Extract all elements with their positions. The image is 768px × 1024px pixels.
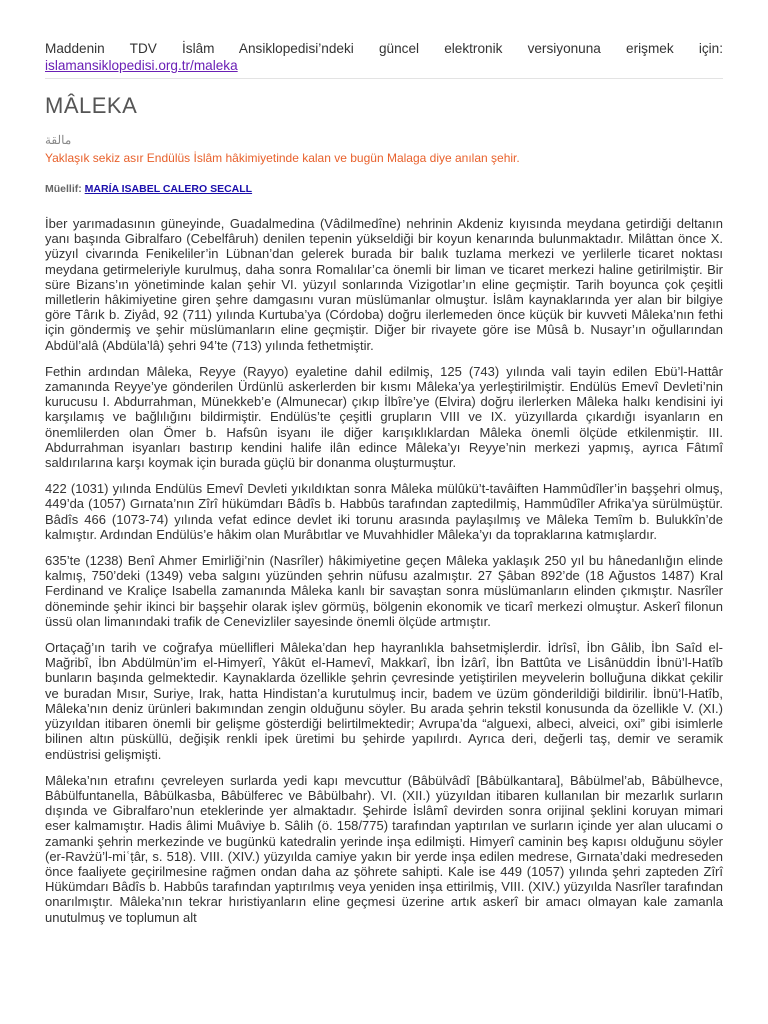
encyclopedia-link[interactable]: islamansiklopedisi.org.tr/maleka [45,58,238,73]
article-paragraph: Fethin ardından Mâleka, Reyye (Rayyo) eyaletine dahil edilmiş, 125 (743) yılında vali tayin edilen Ebü’l-Hattâr zamanında Reyye’ye gönderilen Ürdünlü askerlerden bir kısmı Mâleka’ya yerleştirilmiştir. Endülüs Emevî Devleti’nin kurucusu I. Abdurrahman, Münekkeb’e (Almunecar) çıkıp İlbîre’ye (Elvira) doğru ilerlerken Mâleka halkı kendisini iyi karşılamış ve bağlılığını bildirmiştir. Endülüs’te çeşitli grupların VIII ve IX. yüzyıllarda çıkardığı isyanların en önemlilerden olan Ömer b. Hafsûn isyanı ile diğer karışıklıklardan Mâleka önemli ölçüde etkilenmiştir. III. Abdurrahman isyanları bastırıp kendini halife ilân edince Mâleka’yı Reyye’nin merkezi yapmış, ayrıca Fâtımî saldırılarına karşı koymak için burada güçlü bir donanma oluşturmuştur. [45,363,723,471]
author-label: Müellif: [45,183,82,195]
author-link[interactable]: MARÍA ISABEL CALERO SECALL [84,183,253,195]
article-body [45,216,723,925]
article-paragraph: 635’te (1238) Benî Ahmer Emirliği’nin (Nasrîler) hâkimiyetine geçen Mâleka yaklaşık 250 yıl bu hânedanlığın elinde kalmış, 750’deki (1349) veba salgını yüzünden şehrin nüfusu azalmıştır. 27 Şâban 892’de (18 Ağustos 1487) Kral Ferdinand ve Kraliçe Isabella zamanında Mâleka kanlı bir savaştan sonra müslümanların elinden çıkmıştır. Nasrîler döneminde şehir ikinci bir başşehir olarak işlev görmüş, bölgenin ekonomik ve ticarî merkezi olmuştur. Askerî filonun üssü olan limanındaki trafik de Cenevizliler sayesinde önemli ölçüde artmıştır. [45,553,723,629]
access-notice-text: Maddenin TDV İslâm Ansiklopedisi’ndeki güncel elektronik versiyonuna erişmek için: [45,41,723,56]
arabic-title: مالقة [45,133,72,147]
article-paragraph: Ortaçağ’ın tarih ve coğrafya müellifleri Mâleka’dan hep hayranlıkla bahsetmişlerdir. İdrîsî, İbn Gâlib, İbn Saîd el-Mağribî, İbn Abdülmün’im el-Himyerî, Yâkūt el-Hamevî, Makkarî, İbn İzârî, İbn Battûta ve Lisânüddin İbnü’l-Hatîb bunların başında gelmektedir. Kaynaklarda özellikle şehrin çevresinde yetiştirilen meyvelerin bolluğuna dikkat çekilir ve buradan Mısır, Suriye, Irak, hatta Hindistan’a kurutulmuş incir, badem ve üzüm gönderildiği bildirilir. İbnü’l-Hatîb, Mâleka’nın deniz ürünleri bakımından zengin olduğunu söyler. Bu arada şehrin tekstil konusunda da özellikle V. (XI.) yüzyıldan itibaren önemli bir gelişme gösterdiği belirtilmektedir; Avrupa’da “alguexi, albeci, alveici, oxi” gibi isimlerle bilinen altın püsküllü, değişik renkli ipek üretimi bu şehirde yapılırdı. Ayrıca deri, değerli taş, demir ve seramik endüstrisi gelişmişti. [45,640,723,762]
header-divider [45,78,723,79]
article-paragraph: 422 (1031) yılında Endülüs Emevî Devleti yıkıldıktan sonra Mâleka mülûkü’t-tavâiften Hammûdîler’in başşehri olmuş, 449’da (1057) Gırnata’nın Zîrî hükümdarı Bâdîs b. Habbûs tarafından zaptedilmiş, Hammûdîler Afrika’ya sürülmüştür. Bâdîs 466 (1073-74) yılında vefat edince devlet iki torunu arasında paylaşılmış ve Mâleka Temîm b. Bulukkîn’de kalmıştır. Ardından Endülüs’e hâkim olan Murâbıtlar ve Muvahhidler Mâleka’yı da topraklarına katmışlardır. [45,481,723,542]
article-summary: Yaklaşık sekiz asır Endülüs İslâm hâkimiyetinde kalan ve bugün Malaga diye anılan şehir. [45,151,520,165]
access-notice [45,0,723,74]
article-paragraph: İber yarımadasının güneyinde, Guadalmedina (Vâdilmedîne) nehrinin Akdeniz kıyısında meydana getirdiği deltanın yanı başında Gibralfaro (Cebelfâruh) denilen tepenin yükseldiği bir koyun kenarında bulunmaktadır. Milâttan önce X. yüzyıl civarında Fenikeliler’in Lübnan’dan gelerek burada bir balık tuzlama merkezi ve yerlilerle ticaret noktası meydana getirmeleriyle kurulmuş, daha sonra Romalılar’ca önemli bir liman ve ticaret merkezi haline getirilmiştir. Bir süre Bizans’ın yönetiminde kalan şehir VI. yüzyıl sonlarında Vizigotlar’ın eline geçmiştir. Tarih boyunca çok çeşitli milletlerin hâkimiyetine giren şehre damgasını vuran müslümanlar olmuştur. İslâm kaynaklarında yer alan bir bilgiye göre Târık b. Ziyâd, 92 (711) yılında Kurtuba’ya (Córdoba) doğru ilerlemeden önce küçük bir kuvveti Mâleka’nın fethi için göndermiş ve şehir müslümanların eline geçmiştir. Diğer bir rivayete göre ise Mûsâ b. Nusayr’ın oğullarından Abdül’alâ (Abdüla’lâ) şehri 94’te (713) yılında fethetmiştir. [45,216,723,353]
author-line [45,183,723,196]
article-paragraph: Mâleka’nın etrafını çevreleyen surlarda yedi kapı mevcuttur (Bâbülvâdî [Bâbülkantara], Bâbülmel’ab, Bâbülhevce, Bâbülfuntanella, Bâbülkasba, Bâbülferec ve Bâbülbahr). VI. (XII.) yüzyıldan itibaren kullanılan bir mezarlık surların dışında ve Gibralfaro’nun eteklerinde yer almaktadır. Şehirde İslâmî devirden sonra orijinal şeklini koruyan mimari eser kalmamıştır. Hadis âlimi Muâviye b. Sâlih (ö. 158/775) tarafından yaptırılan ve surların içinde yer alan ulucami o zamanki şehrin merkezinde ve bugünkü katedralin yerinde inşa edilmişti. Himyerî caminin beş kapısı olduğunu söyler (er-Ravżü’l-miʿṭâr, s. 518). VIII. (XIV.) yüzyılda camiye yakın bir yerde inşa edilen medrese, Gırnata’daki medreseden önce faaliyete geçirilmesine rağmen ondan daha az şöhrete sahipti. Kale ise 449 (1057) yılında şehri zapteden Zîrî Hükümdarı Bâdîs b. Habbûs tarafından yaptırılmış veya yeniden inşa ettirilmiş, VIII. (XIV.) yüzyılda Nasrîler tarafından onarılmıştır. Mâleka’nın tekrar hıristiyanların eline geçmesi üzerine artık askerî bir amacı olmayan kale zamanla unutulmuş ve toplumun alt [45,772,723,925]
article-title: MÂLEKA [45,93,138,118]
